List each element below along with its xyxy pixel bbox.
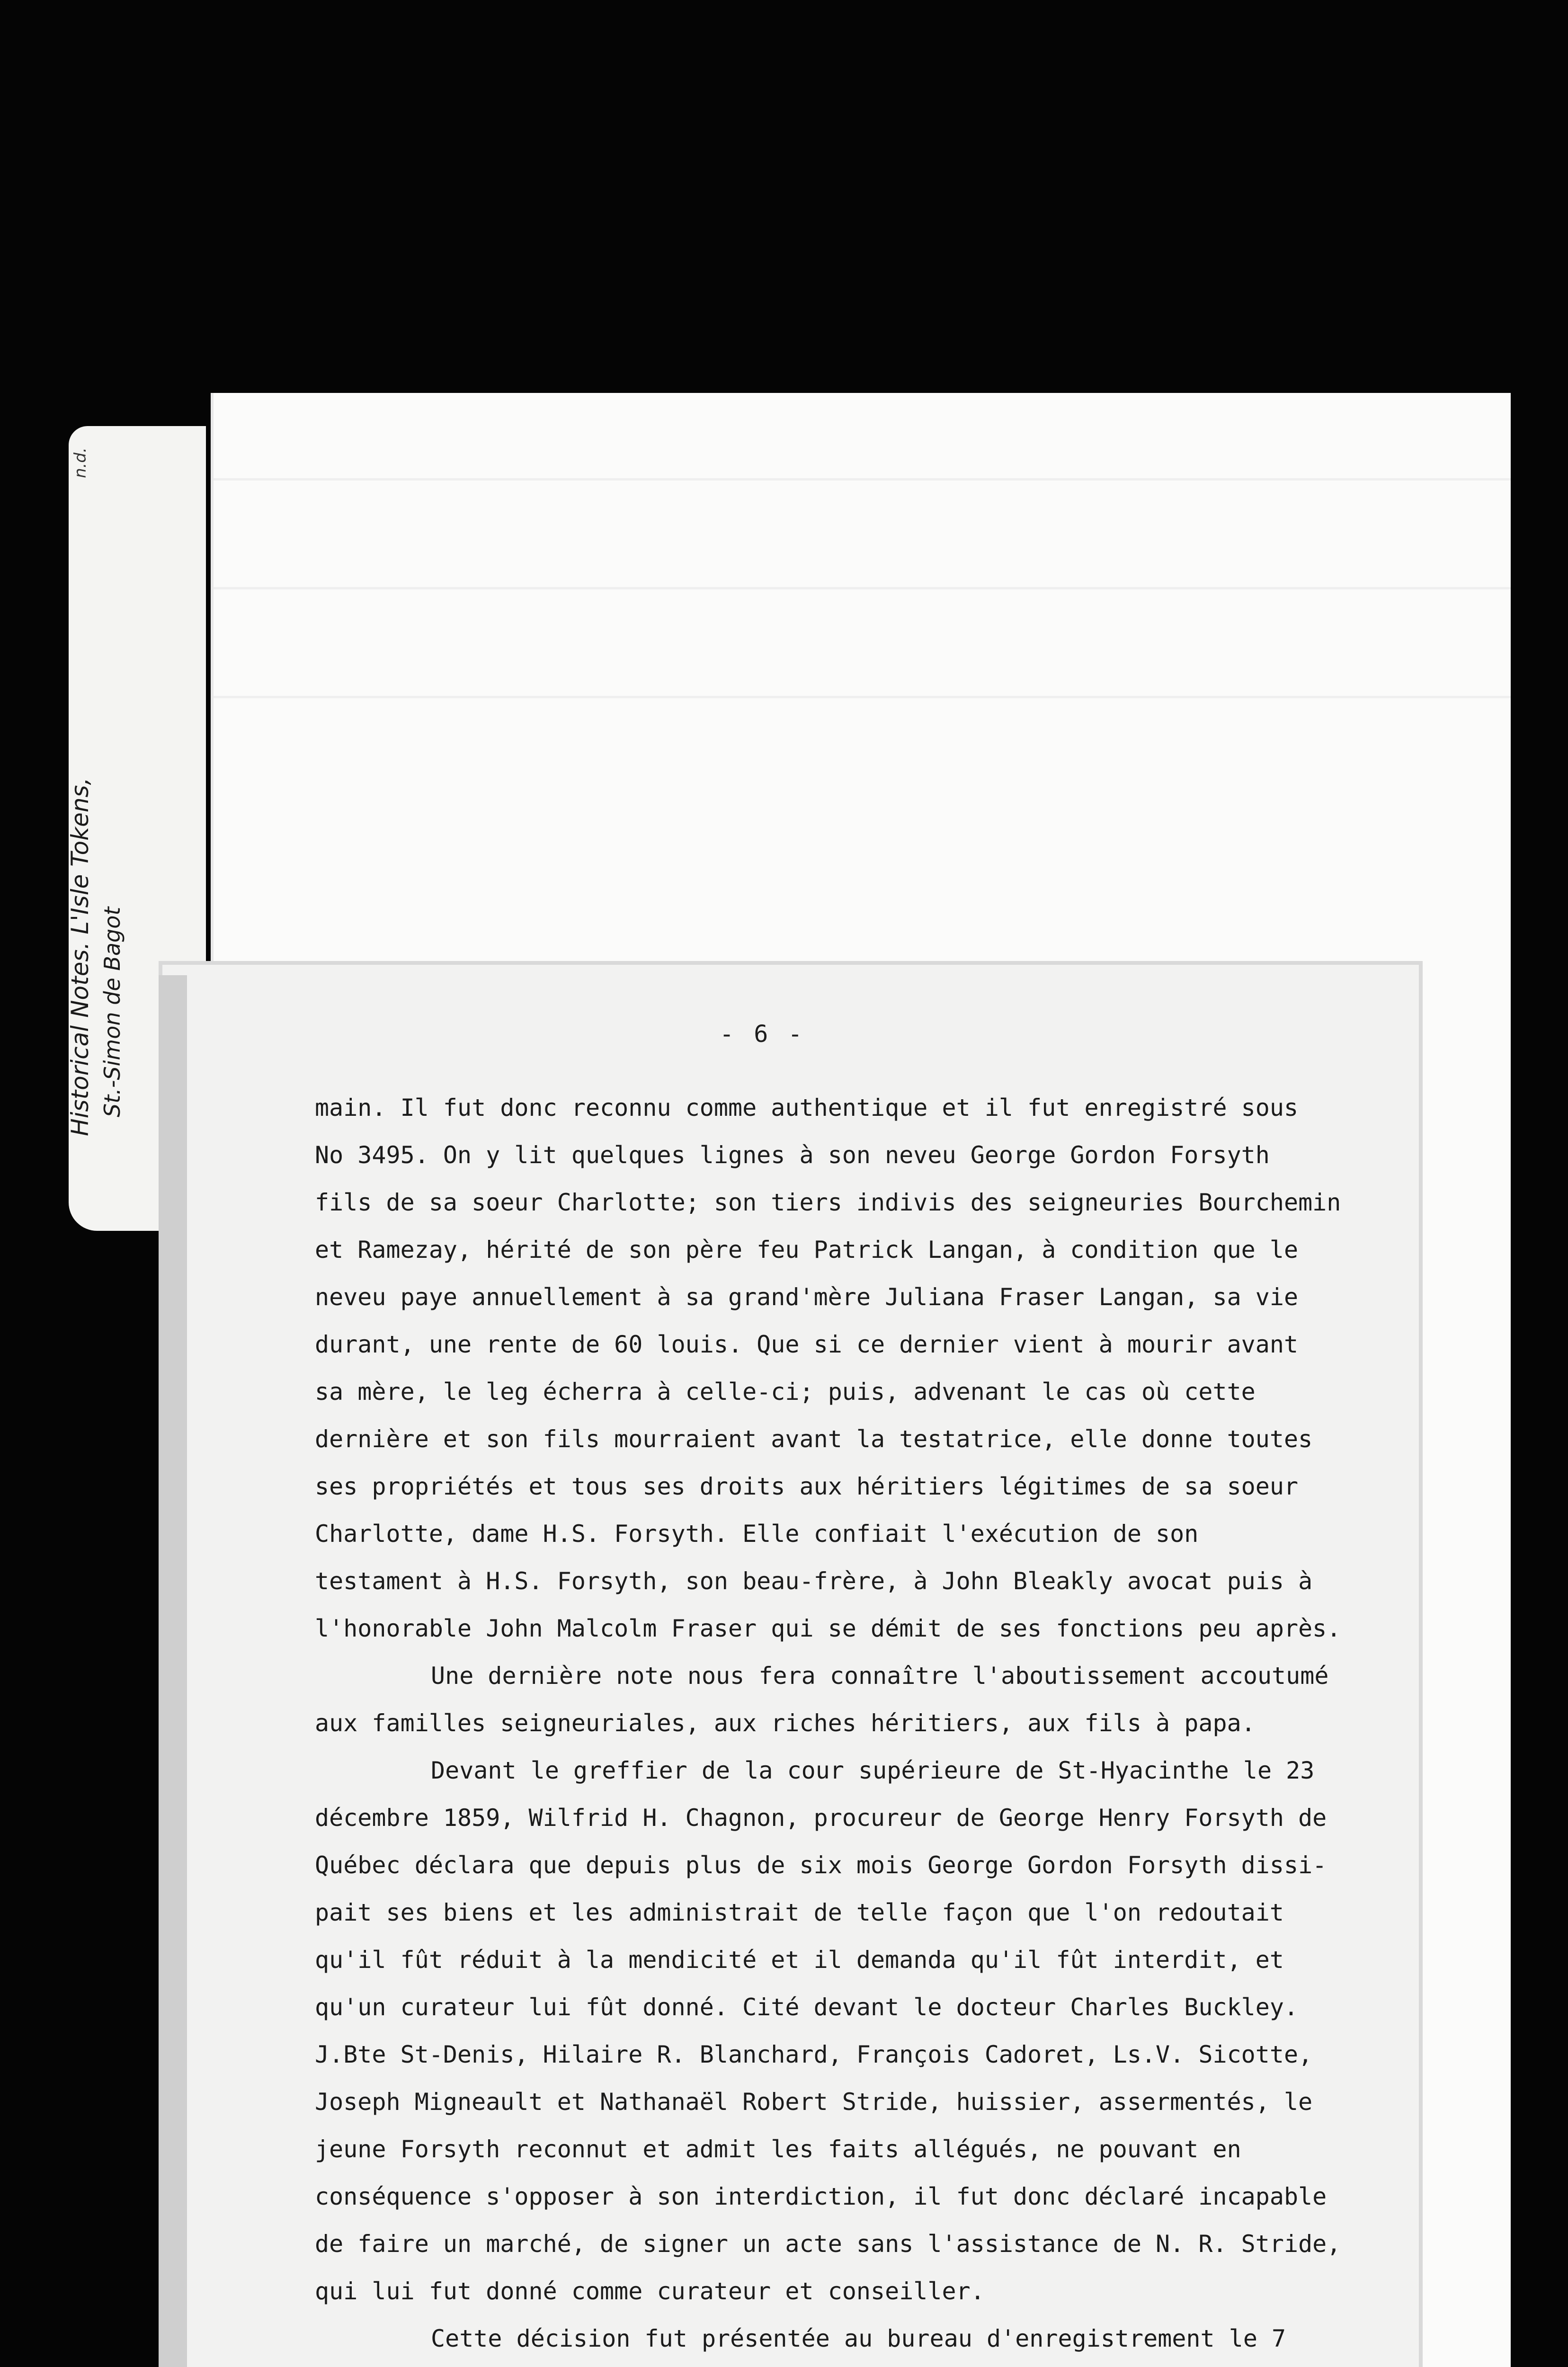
text-line: et Ramezay, hérité de son père feu Patrick Langan, à condition que le [315, 1236, 1299, 1264]
text-line: neveu paye annuellement à sa grand'mère Juliana Fraser Langan, sa vie [315, 1283, 1299, 1311]
margin-note-line-2: St.-Simon de Bagot [99, 907, 125, 1117]
text-line: qu'il fût réduit à la mendicité et il demanda qu'il fût interdit, et [315, 1946, 1284, 1974]
typed-page [159, 961, 1423, 2367]
text-line: Une dernière note nous fera connaître l'aboutissement accoutumé [431, 1662, 1329, 1690]
fold-line [214, 696, 1511, 698]
margin-initials: n.d. [71, 447, 90, 478]
text-line: Joseph Migneault et Nathanaël Robert Stride, huissier, assermentés, le [315, 2088, 1313, 2116]
text-line: Québec déclara que depuis plus de six mois George Gordon Forsyth dissi- [315, 1851, 1327, 1879]
fold-line [214, 587, 1511, 589]
text-line: dernière et son fils mourraient avant la testatrice, elle donne toutes [315, 1425, 1313, 1453]
text-line: décembre 1859, Wilfrid H. Chagnon, procureur de George Henry Forsyth de [315, 1804, 1327, 1832]
text-line: durant, une rente de 60 louis. Que si ce dernier vient à mourir avant [315, 1331, 1299, 1358]
text-line: pait ses biens et les administrait de telle façon que l'on redoutait [315, 1899, 1284, 1926]
text-line: J.Bte St-Denis, Hilaire R. Blanchard, François Cadoret, Ls.V. Sicotte, [315, 2041, 1313, 2068]
text-line: qu'un curateur lui fût donné. Cité devant le docteur Charles Buckley. [315, 1993, 1299, 2021]
text-line: Cette décision fut présentée au bureau d'enregistrement le 7 [431, 2325, 1286, 2352]
fold-line [214, 478, 1511, 481]
text-line: l'honorable John Malcolm Fraser qui se démit de ses fonctions peu après. [315, 1615, 1341, 1642]
text-line: Charlotte, dame H.S. Forsyth. Elle confiait l'exécution de son [315, 1520, 1199, 1548]
page-edge-shadow [159, 975, 187, 2367]
text-line: ses propriétés et tous ses droits aux héritiers légitimes de sa soeur [315, 1473, 1299, 1500]
page-body [315, 1084, 1404, 2367]
margin-handwritten-note [66, 426, 161, 1136]
text-line: aux familles seigneuriales, aux riches héritiers, aux fils à papa. [315, 1709, 1256, 1737]
text-line: fils de sa soeur Charlotte; son tiers indivis des seigneuries Bourchemin [315, 1189, 1341, 1216]
text-line [315, 2362, 1404, 2367]
page-number: - 6 - [720, 1020, 805, 1048]
text-line: de faire un marché, de signer un acte sans l'assistance de N. R. Stride, [315, 2230, 1341, 2258]
text-line: sa mère, le leg écherra à celle-ci; puis, advenant le cas où cette [315, 1378, 1256, 1406]
text-line: conséquence s'opposer à son interdiction, il fut donc déclaré incapable [315, 2183, 1327, 2210]
text-line: testament à H.S. Forsyth, son beau-frère, à John Bleakly avocat puis à [315, 1567, 1313, 1595]
text-line: main. Il fut donc reconnu comme authentique et il fut enregistré sous [315, 1094, 1299, 1121]
text-line: Devant le greffier de la cour supérieure de St-Hyacinthe le 23 [431, 1757, 1315, 1784]
text-line: qui lui fut donné comme curateur et conseiller. [315, 2278, 985, 2305]
text-line: jeune Forsyth reconnut et admit les faits allégués, ne pouvant en [315, 2136, 1241, 2163]
margin-note-line-1: Historical Notes. L'Isle Tokens, [66, 777, 94, 1136]
text-line: No 3495. On y lit quelques lignes à son neveu George Gordon Forsyth [315, 1141, 1270, 1169]
